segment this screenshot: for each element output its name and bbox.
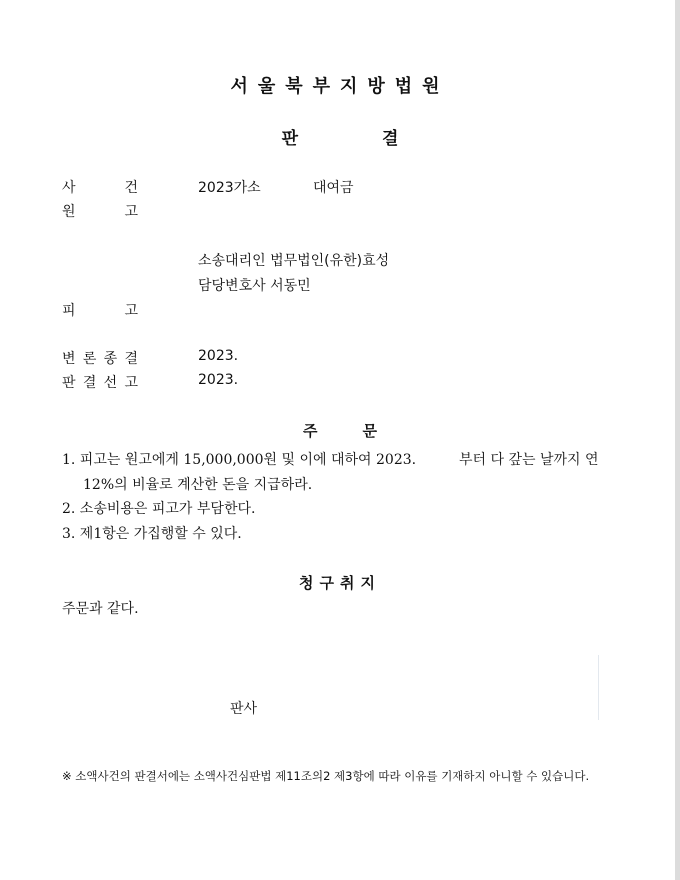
label-char: 결 (124, 351, 138, 367)
judgment-date: 2023. (198, 372, 239, 388)
case-name: 대여금 (313, 180, 354, 196)
label-char: 피 (62, 303, 76, 319)
argument-end-date: 2023. (198, 348, 239, 364)
order-item-1-line-2: 12%의 비율로 계산한 돈을 지급하라. (83, 477, 313, 493)
order-item-1-line-1: 1. 피고는 원고에게 15,000,000원 및 이에 대하여 2023. (62, 452, 417, 468)
order-heading-text: 주 문 (303, 422, 377, 440)
label-char: 론 (82, 351, 97, 367)
label-char: 건 (124, 180, 138, 196)
label-char: 사 (62, 180, 76, 196)
defendant-label (62, 300, 138, 320)
claim-heading: 청구취지 (299, 574, 381, 592)
court-name: 서울북부지방법원 (230, 76, 450, 97)
argument-end-label (62, 348, 138, 368)
label-char: 고 (124, 303, 138, 319)
claim-text: 주문과 같다. (62, 601, 139, 617)
title-left-char: 판 (281, 129, 298, 149)
case-label (62, 177, 138, 197)
attorney-firm: 소송대리인 법무법인(유한)효성 (198, 253, 390, 269)
document-title (0, 124, 680, 149)
attorney-name: 담당변호사 서동민 (198, 278, 311, 294)
order-item-3: 3. 제1항은 가집행할 수 있다. (62, 526, 242, 542)
label-char: 판 (62, 375, 76, 391)
footnote: ※ 소액사건의 판결서에는 소액사건심판법 제11조의2 제3항에 따라 이유를 기재하지 아니할 수 있습니다. (62, 769, 590, 783)
case-number: 2023가소 (198, 180, 261, 196)
label-char: 고 (124, 375, 138, 391)
plaintiff-label (62, 201, 138, 221)
label-char: 고 (124, 204, 138, 220)
judge-label: 판사 (230, 701, 258, 717)
label-char: 선 (103, 375, 118, 391)
order-item-2: 2. 소송비용은 피고가 부담한다. (62, 501, 256, 517)
title-right-char: 결 (382, 129, 399, 149)
label-char: 종 (103, 351, 118, 367)
signature-line (598, 655, 599, 720)
label-char: 변 (62, 351, 76, 367)
order-heading (0, 420, 680, 441)
label-char: 결 (82, 375, 97, 391)
order-item-1-line-1b: 부터 다 갚는 날까지 연 (459, 452, 599, 468)
judgment-date-label (62, 372, 138, 392)
label-char: 원 (62, 204, 76, 220)
